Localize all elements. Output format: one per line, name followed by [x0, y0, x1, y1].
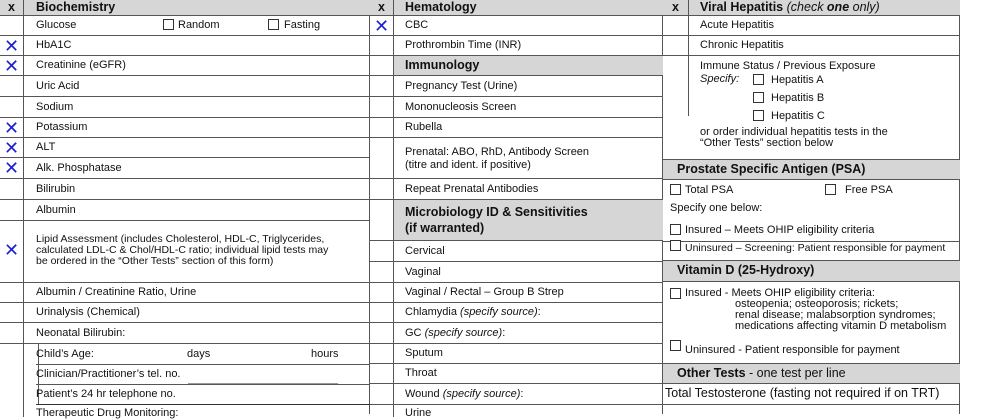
psa-uninsured-label: Uninsured – Screening: Patient responsible for payment [685, 242, 946, 254]
vaginal-rectal-label: Vaginal / Rectal – Group B Strep [405, 286, 564, 298]
prothrombin-label: Prothrombin Time (INR) [405, 39, 522, 51]
acute-hepatitis-row[interactable] [663, 16, 960, 36]
other-test-entry[interactable]: Total Testosterone (fasting not required if on TRT) [665, 386, 940, 400]
microbiology-title-line1: Microbiology ID & Sensitivities [405, 205, 588, 219]
repeat-prenatal-row[interactable] [370, 179, 663, 200]
potassium-label: Potassium [36, 121, 88, 133]
neonatal-bilirubin-row[interactable] [0, 323, 370, 344]
albumin-creatinine-label: Albumin / Creatinine Ratio, Urine [36, 286, 197, 298]
psa-specify-label: Specify one below: [670, 202, 763, 214]
days-label: days [187, 348, 211, 360]
chronic-hepatitis-row[interactable] [663, 36, 960, 56]
vitd-insured-line3: renal disease; malabsorption syndromes; [735, 309, 936, 321]
prenatal-row[interactable] [370, 138, 663, 179]
uric-acid-row[interactable] [0, 76, 370, 97]
repeat-prenatal-label: Repeat Prenatal Antibodies [405, 183, 539, 195]
other-tests-line-2[interactable] [663, 405, 960, 417]
creatinine-label: Creatinine (eGFR) [36, 59, 126, 71]
total-psa-checkbox[interactable] [670, 184, 681, 195]
gc-row[interactable] [370, 323, 663, 344]
biochemistry-title: Biochemistry [36, 0, 116, 14]
viral-hepatitis-title: Viral Hepatitis (check one only) [700, 0, 880, 14]
prothrombin-row[interactable] [370, 36, 663, 56]
throat-label: Throat [405, 367, 437, 379]
cervical-row[interactable] [370, 241, 663, 262]
gc-label: GC (specify source): [405, 327, 506, 339]
chronic-hepatitis-label: Chronic Hepatitis [700, 39, 784, 51]
order-individual-line2: “Other Tests” section below [700, 137, 834, 149]
psa-title: Prostate Specific Antigen (PSA) [677, 162, 866, 176]
uric-acid-label: Uric Acid [36, 80, 80, 92]
vaginal-label: Vaginal [405, 266, 441, 278]
creatinine-row[interactable] [0, 56, 370, 76]
fasting-label: Fasting [284, 19, 321, 31]
lipid-label-line3: be ordered in the “Other Tests” section of this form) [36, 255, 274, 267]
rubella-label: Rubella [405, 121, 443, 133]
childs-age-label: Child’s Age: [36, 348, 94, 360]
psa-uninsured-row [663, 236, 960, 261]
hepatitis-c-label: Hepatitis C [771, 110, 825, 122]
neonatal-bilirubin-label: Neonatal Bilirubin: [36, 327, 126, 339]
microbiology-title-line2: (if warranted) [405, 221, 485, 235]
immune-status-label: Immune Status / Previous Exposure [700, 60, 876, 72]
bilirubin-label: Bilirubin [36, 183, 76, 195]
bilirubin-row[interactable] [0, 179, 370, 200]
hepatitis-c-checkbox[interactable] [753, 110, 764, 121]
free-psa-checkbox[interactable] [825, 184, 836, 195]
hours-label: hours [311, 348, 339, 360]
vaginal-rectal-row[interactable] [370, 283, 663, 303]
hepatitis-a-checkbox[interactable] [753, 74, 764, 85]
biochemistry-header [0, 0, 370, 16]
pregnancy-label: Pregnancy Test (Urine) [405, 80, 518, 92]
x-mark-icon[interactable]: ✕ [370, 16, 394, 35]
x-mark-icon[interactable]: ✕ [0, 158, 24, 178]
other-tests-line-1[interactable] [663, 384, 960, 405]
hepatitis-a-label: Hepatitis A [771, 74, 824, 86]
vaginal-row[interactable] [370, 262, 663, 283]
clinician-tel-label: Clinician/Practitioner’s tel. no. [36, 368, 181, 380]
x-mark-icon[interactable]: ✕ [0, 36, 24, 55]
psa-section [663, 180, 960, 242]
pregnancy-row[interactable] [370, 76, 663, 97]
patient-tel-label: Patient’s 24 hr telephone no. [36, 388, 176, 400]
mono-row[interactable] [370, 97, 663, 118]
prenatal-label-line2: (titre and ident. if positive) [405, 159, 531, 171]
immune-status-row[interactable] [663, 56, 960, 160]
vitd-uninsured-checkbox[interactable] [670, 340, 681, 351]
alt-row[interactable] [0, 138, 370, 158]
free-psa-label: Free PSA [845, 184, 893, 196]
albumin-row[interactable] [0, 200, 370, 221]
albumin-creatinine-row[interactable] [0, 283, 370, 303]
lipid-assessment-row[interactable] [0, 221, 370, 283]
mono-label: Mononucleosis Screen [405, 101, 517, 113]
rubella-row[interactable] [370, 118, 663, 138]
chlamydia-label: Chlamydia (specify source): [405, 306, 541, 318]
urine-label: Urine [405, 407, 432, 419]
sodium-label: Sodium [36, 101, 74, 113]
alk-phosphatase-row[interactable] [0, 158, 370, 179]
psa-insured-label: Insured – Meets OHIP eligibility criteria [685, 224, 875, 236]
order-individual-line1: or order individual hepatitis tests in the [700, 126, 888, 138]
urinalysis-label: Urinalysis (Chemical) [36, 306, 140, 318]
immunology-title: Immunology [405, 58, 480, 72]
hematology-title: Hematology [405, 0, 477, 14]
hepatitis-b-label: Hepatitis B [771, 92, 825, 104]
lipid-label-line1: Lipid Assessment (includes Cholesterol, HDL-C, Triglycerides, [36, 233, 325, 245]
other-tests-header [663, 364, 960, 384]
hematology-column [370, 0, 663, 419]
psa-insured-checkbox[interactable] [670, 224, 681, 235]
potassium-row[interactable] [0, 118, 370, 138]
x-column-header: x [0, 0, 24, 15]
vitd-insured-line1: Insured - Meets OHIP eligibility criteria: [685, 287, 875, 299]
glucose-row[interactable] [0, 16, 370, 36]
psa-header [663, 160, 960, 180]
glucose-label: Glucose [36, 19, 77, 31]
cbc-row[interactable] [370, 16, 663, 36]
alt-label: ALT [36, 141, 56, 153]
biochemistry-column [0, 0, 370, 419]
alk-phosphatase-label: Alk. Phosphatase [36, 162, 122, 174]
lipid-label-line2: calculated LDL-C & Chol/HDL-C ratio; individual lipid tests may [36, 244, 329, 256]
viral-hepatitis-column [663, 0, 960, 414]
sputum-row[interactable] [370, 344, 663, 364]
sodium-row[interactable] [0, 97, 370, 118]
sputum-label: Sputum [405, 347, 443, 359]
wound-label: Wound (specify source): [405, 388, 524, 400]
specify-label: Specify: [700, 73, 740, 85]
x-mark-icon[interactable]: ✕ [0, 56, 24, 75]
random-checkbox[interactable] [163, 19, 174, 30]
hba1c-row[interactable] [0, 36, 370, 56]
therapeutic-drug-label: Therapeutic Drug Monitoring: [36, 407, 179, 419]
vitd-insured-line4: medications affecting vitamin D metabolism [735, 320, 947, 332]
wound-row[interactable] [370, 384, 663, 405]
other-tests-title: Other Tests - one test per line [677, 366, 846, 380]
albumin-label: Albumin [36, 204, 76, 216]
x-column-header: x [370, 0, 394, 15]
hba1c-label: HbA1C [36, 39, 72, 51]
cbc-label: CBC [405, 19, 429, 31]
x-mark-icon[interactable]: ✕ [0, 118, 24, 137]
cervical-label: Cervical [405, 245, 445, 257]
urine-row[interactable] [370, 405, 663, 417]
immunology-header [370, 56, 663, 76]
random-label: Random [178, 19, 220, 31]
hepatitis-b-checkbox[interactable] [753, 92, 764, 103]
neonatal-details [0, 344, 370, 405]
throat-row[interactable] [370, 364, 663, 384]
psa-uninsured-checkbox[interactable] [670, 240, 681, 251]
viral-hepatitis-header [663, 0, 960, 16]
vitd-insured-checkbox[interactable] [670, 288, 681, 299]
acute-hepatitis-label: Acute Hepatitis [700, 19, 774, 31]
microbiology-header [370, 200, 663, 241]
hematology-header [370, 0, 663, 16]
x-mark-icon[interactable]: ✕ [0, 138, 24, 157]
total-psa-label: Total PSA [685, 184, 734, 196]
vitd-uninsured-label: Uninsured - Patient responsible for payment [685, 344, 900, 356]
chlamydia-row[interactable] [370, 303, 663, 323]
x-column-header: x [663, 0, 689, 15]
x-mark-icon[interactable]: ✕ [0, 221, 24, 282]
vitamin-d-header [663, 261, 960, 282]
vitamin-d-section [663, 282, 960, 364]
fasting-checkbox[interactable] [268, 19, 279, 30]
therapeutic-drug-row[interactable] [0, 405, 370, 417]
vitd-insured-line2: osteopenia; osteoporosis; rickets; [735, 298, 899, 310]
vitamin-d-title: Vitamin D (25-Hydroxy) [677, 263, 815, 277]
prenatal-label-line1: Prenatal: ABO, RhD, Antibody Screen [405, 146, 590, 158]
urinalysis-row[interactable] [0, 303, 370, 323]
